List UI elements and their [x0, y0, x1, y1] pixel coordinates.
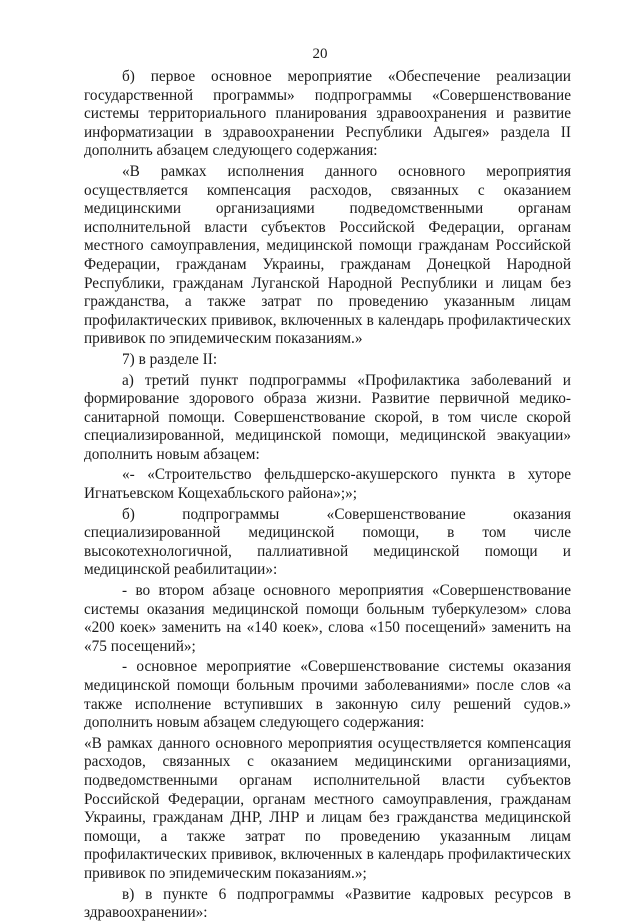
paragraph-other-diseases: - основное мероприятие «Совершенствование системы оказания медицинской помощи больным прочими заболеваниями» после слов «а также исполнение вступивших в законную силу решений судов.» дополнить новым абзацем следующего содержания:	[84, 658, 571, 732]
page-number: 20	[312, 46, 328, 62]
paragraph-b-subprogram: б) подпрограммы «Совершенствование оказания специализированной медицинской помощи, в том числе высокотехнологичной, паллиативной медицинской помощи и медицинской реабилитации»:	[84, 505, 571, 579]
paragraph-construction-quote: «- «Строительство фельдшерско-акушерского пункта в хуторе Игнатьевском Кощехабльского района»;»;	[84, 466, 571, 503]
paragraph-compensation-quote: «В рамках исполнения данного основного мероприятия осуществляется компенсация расходов, связанных с оказанием медицинскими организациями подведомственными органам исполнительной власти субъектов Российской Федерации, органам местного самоуправления, медицинской помощи гражданам Российской Федерации, гражданам Украины, гражданам Донецкой Народной Республики, гражданам Луганской Народной Республики и лицам без гражданства, а также затрат по проведению указанным лицам профилактических прививок, включенных в календарь профилактических прививок по эпидемическим показаниям.»	[84, 162, 571, 348]
paragraph-a-third-point: а) третий пункт подпрограммы «Профилактика заболеваний и формирование здорового образа жизни. Развитие первичной медико-санитарной помощи. Совершенствование скорой, в том числе скорой специализированной, медицинской помощи, медицинской эвакуации» дополнить новым абзацем:	[84, 371, 571, 463]
paragraph-c-point-6: в) в пункте 6 подпрограммы «Развитие кадровых ресурсов в здравоохранении»:	[84, 885, 571, 922]
paragraph-compensation-quote-2: «В рамках данного основного мероприятия осуществляется компенсация расходов, связанных с оказанием медицинскими организациями, подведомственными органам исполнительной власти субъектов Российской Федерации, органам местного самоуправления, гражданам Украины, гражданам ДНР, ЛНР и лицам без гражданства медицинской помощи, а также затрат по проведению указанным лицам профилактических прививок, включенных в календарь профилактических прививок по эпидемическим показаниям.»;	[84, 734, 571, 882]
paragraph-item-7: 7) в разделе II:	[122, 350, 218, 368]
paragraph-b-first-measure: б) первое основное мероприятие «Обеспечение реализации государственной программы» подпрограммы «Совершенствование системы территориального планирования здравоохранения и развитие информатизации в здравоохранении Республики Адыгея» раздела II дополнить абзацем следующего содержания:	[84, 68, 571, 160]
paragraph-tuberculosis-beds: - во втором абзаце основного мероприятия «Совершенствование системы оказания медицинской помощи больным туберкулезом» слова «200 коек» заменить на «140 коек», слова «150 посещений» заменить на «75 посещений»;	[84, 582, 571, 655]
document-body	[84, 68, 571, 923]
